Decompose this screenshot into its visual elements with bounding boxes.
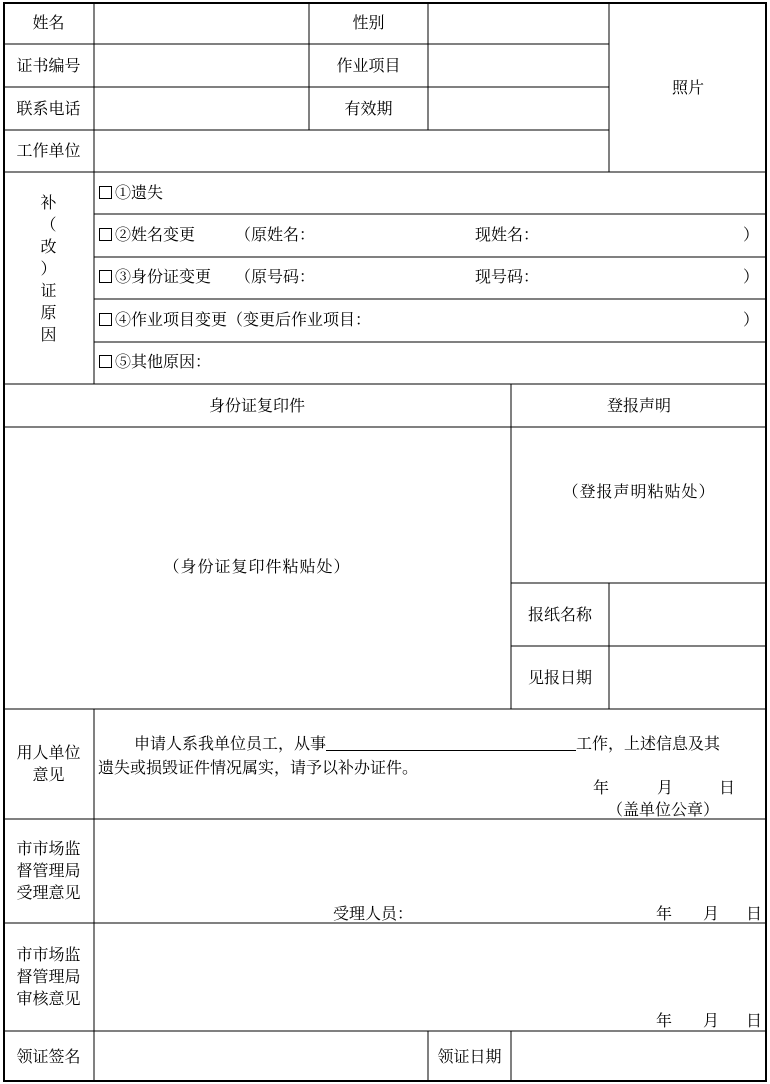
label-employer: 工作单位: [16, 141, 81, 160]
reason-label-char: 因: [40, 325, 57, 344]
checkbox-id-change[interactable]: [99, 270, 112, 283]
statement-part-a: 申请人系我单位员工，从事: [134, 734, 327, 753]
option-name-change[interactable]: [99, 225, 195, 245]
label-work-item: 作业项目: [336, 55, 401, 75]
employer-date-month: 月: [657, 778, 674, 797]
checkbox-name-change[interactable]: [99, 228, 112, 241]
accept-date-day: 日: [746, 904, 763, 923]
accepting-officer-label: 受理人员：: [333, 904, 414, 923]
option-lost-label: ①遗失: [115, 183, 164, 202]
option-id-change[interactable]: [99, 267, 211, 287]
gender-field[interactable]: [429, 3, 608, 43]
accept-date-year: 年: [656, 904, 673, 923]
label-collector-signature: 领证签名: [16, 1046, 81, 1066]
photo-label: 照片: [671, 78, 704, 97]
employer-statement-line2: 遗失或损毁证件情况属实，请予以补办证件。: [98, 758, 419, 777]
reason-label-char: 证: [40, 281, 57, 300]
employer-field[interactable]: [95, 131, 608, 171]
review-date-month: 月: [703, 1011, 720, 1030]
label-cert-no: 证书编号: [16, 55, 81, 75]
notice-paste-area: （登报声明粘贴处）: [562, 482, 716, 501]
reissue-application-form: [3, 2, 767, 1082]
checkbox-lost[interactable]: [99, 186, 112, 199]
option-work-item-change[interactable]: [99, 310, 371, 330]
notice-header: 登报声明: [606, 395, 671, 415]
reason-label: [3, 192, 94, 346]
option-id-change-label: ③身份证变更: [115, 267, 212, 286]
id-copy-header: 身份证复印件: [208, 395, 305, 415]
validity-field[interactable]: [429, 88, 608, 129]
cert-no-field[interactable]: [95, 45, 308, 86]
photo-area: [609, 2, 767, 172]
reason-label-char: ）: [40, 259, 57, 278]
id-copy-paste-area: （身份证复印件粘贴处）: [163, 557, 351, 576]
employer-statement-line1: [134, 734, 720, 754]
review-date-year: 年: [656, 1011, 673, 1030]
reason-label-char: （: [40, 215, 57, 234]
label-newspaper: 报纸名称: [527, 604, 592, 624]
new-id-label: 现号码：: [475, 267, 540, 286]
occupation-blank[interactable]: [326, 734, 576, 751]
close-paren: ）: [743, 225, 760, 244]
checkbox-work-item-change[interactable]: [99, 313, 112, 326]
option-name-change-label: ②姓名变更: [115, 225, 196, 244]
original-name-label: （原姓名：: [235, 225, 316, 244]
label-phone: 联系电话: [16, 98, 81, 118]
acceptance-opinion-label: 市市场监督管理局受理意见: [16, 839, 81, 902]
new-name-label: 现姓名：: [475, 225, 540, 244]
employer-date-day: 日: [719, 778, 736, 797]
close-paren: ）: [743, 310, 760, 329]
review-date-day: 日: [746, 1011, 763, 1030]
original-id-label: （原号码：: [235, 267, 316, 286]
option-work-item-change-label: ④作业项目变更（变更后作业项目：: [115, 310, 372, 329]
employer-date-year: 年: [593, 778, 610, 797]
phone-field[interactable]: [95, 88, 308, 129]
reason-label-char: 原: [40, 303, 57, 322]
name-field[interactable]: [95, 3, 308, 43]
accept-date-month: 月: [703, 904, 720, 923]
reason-label-char: 改: [40, 237, 57, 256]
option-other-label: ⑤其他原因：: [115, 352, 212, 371]
publish-date-field[interactable]: [610, 647, 766, 708]
seal-note: （盖单位公章）: [607, 800, 720, 819]
newspaper-field[interactable]: [610, 584, 766, 645]
review-opinion-label: 市市场监督管理局审核意见: [16, 945, 81, 1008]
reason-label-char: 补: [40, 193, 57, 212]
label-name: 姓名: [32, 13, 65, 32]
label-validity: 有效期: [344, 98, 393, 118]
statement-part-b: 工作，上述信息及其: [576, 734, 721, 753]
option-other[interactable]: [99, 352, 211, 372]
collect-date-field[interactable]: [512, 1032, 766, 1081]
label-publish-date: 见报日期: [527, 667, 592, 687]
collector-signature-field[interactable]: [95, 1032, 427, 1081]
close-paren: ）: [743, 267, 760, 286]
label-gender: 性别: [352, 13, 385, 32]
checkbox-other[interactable]: [99, 355, 112, 368]
option-lost[interactable]: [99, 183, 163, 203]
label-collect-date: 领证日期: [437, 1046, 502, 1066]
employer-opinion-label: 用人单位意见: [16, 743, 81, 784]
work-item-field[interactable]: [429, 45, 608, 86]
